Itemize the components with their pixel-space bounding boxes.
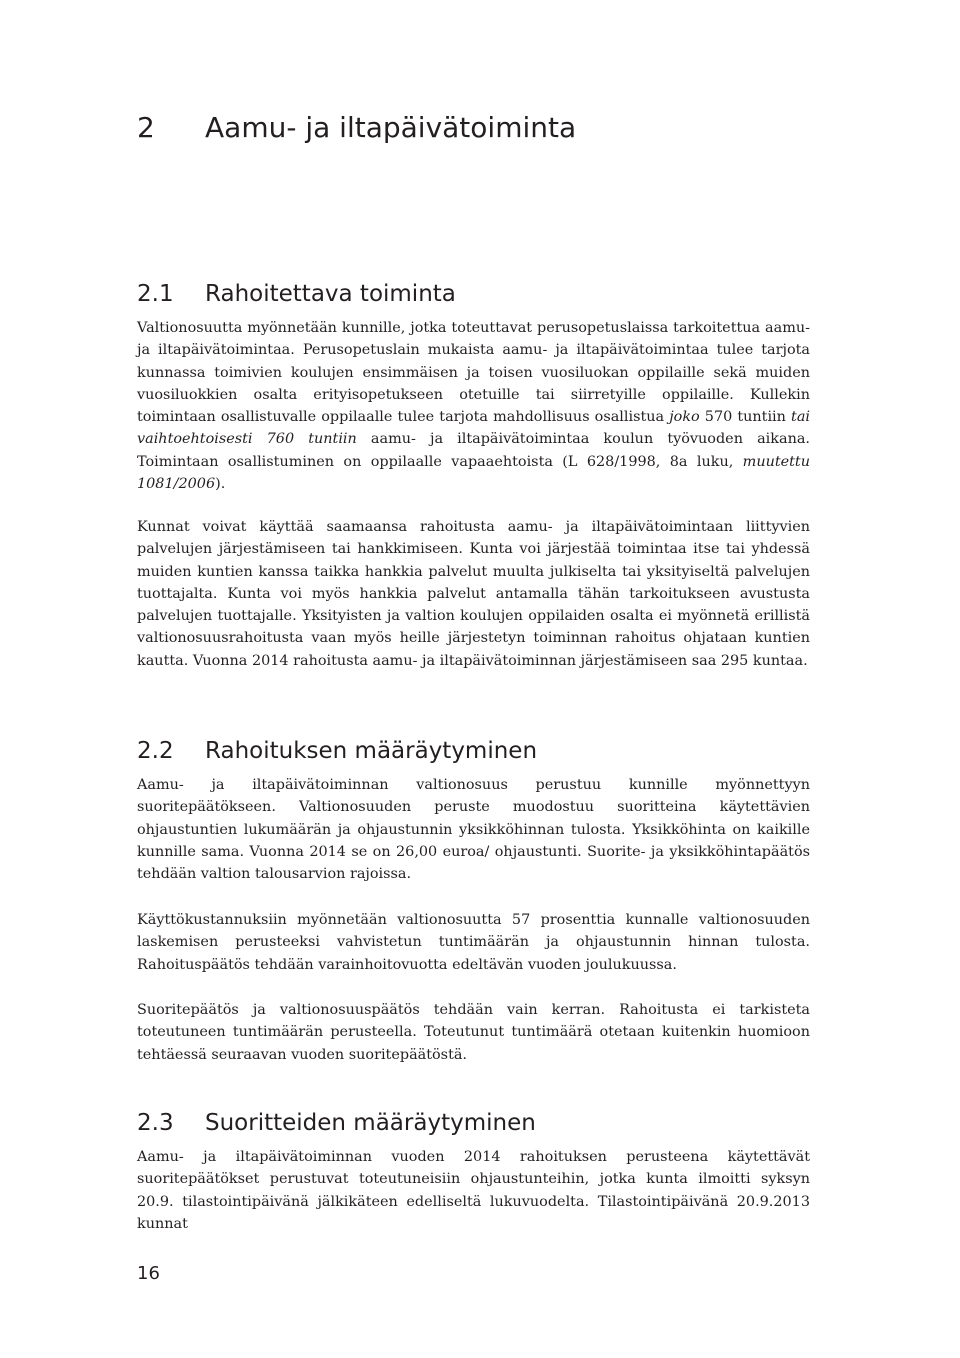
section-heading-2-2 bbox=[137, 736, 537, 766]
section-number: 2.3 bbox=[137, 1110, 174, 1136]
chapter-title: Aamu- ja iltapäivätoiminta bbox=[205, 111, 577, 144]
section-title: Rahoituksen määräytyminen bbox=[205, 738, 538, 764]
paragraph: Aamu- ja iltapäivätoiminnan valtionosuus perustuu kunnille myönnettyyn suoritepäätökseen. Valtionosuuden peruste muodostuu suoritteina käytettävien ohjaustuntien lukumäärän ja ohjaustunnin yksikköhinnan tulosta. Yksikköhinta on kaikille kunnille sama. Vuonna 2014 se on 26,00 euroa/ ohjaustunti. Suorite- ja yksikköhintapäätös tehdään valtion talousarvion rajoissa. bbox=[137, 777, 810, 883]
section-number: 2.2 bbox=[137, 738, 174, 764]
paragraph: Valtionosuutta myönnetään kunnille, jotka toteuttavat perusopetuslaissa tarkoitettua aamu- ja iltapäivätoimintaa. Perusopetuslain mukaista aamu- ja iltapäivätoimintaa tulee tarjota kunnassa toimivien koulujen ensimmäisen ja toisen vuosiluokan oppilaille sekä muiden vuosiluokkien osalta erityisopetukseen otetuille tai siirretyille oppilaille. Kullekin toimintaan osallistuvalle oppilaalle tulee tarjota mahdollisuus osallistua joko 570 tuntiin tai vaihtoehtoisesti 760 tuntiin aamu- ja iltapäivätoimintaa koulun työvuoden aikana. Toimintaan osallistuminen on oppilaalle vapaaehtoista (L 628/1998, 8a luku, muutettu 1081/2006). bbox=[137, 320, 810, 493]
section-number: 2.1 bbox=[137, 281, 174, 307]
section-heading-2-1 bbox=[137, 279, 456, 309]
paragraph: Käyttökustannuksiin myönnetään valtionosuutta 57 prosenttia kunnalle valtionosuuden laskemisen perusteeksi vahvistetun tuntimäärän ja ohjaustunnin hinnan tulosta. Rahoituspäätös tehdään varainhoitovuotta edeltävän vuoden joulukuussa. bbox=[137, 912, 810, 973]
section-title: Rahoitettava toiminta bbox=[205, 281, 456, 307]
paragraph: Aamu- ja iltapäivätoiminnan vuoden 2014 rahoituksen perusteena käytettävät suoritepäätökset perustuvat toteutuneisiin ohjaustunteihin, jotka kunta ilmoitti syksyn 20.9. tilastointipäivänä jälkikäteen edelliseltä lukuvuodelta. Tilastointipäivänä 20.9.2013 kunnat bbox=[137, 1149, 810, 1232]
chapter-heading bbox=[137, 110, 576, 146]
paragraph: Kunnat voivat käyttää saamaansa rahoitusta aamu- ja iltapäivätoimintaan liittyvien palvelujen järjestämiseen tai hankkimiseen. Kunta voi järjestää toimintaa itse tai yhdessä muiden kuntien kanssa taikka hankkia palvelut muulta julkiselta tai yksityiseltä palvelujen tuottajalta. Kunta voi myös hankkia palvelut antamalla tähän tarkoitukseen avustusta palvelujen tuottajalle. Yksityisten ja valtion koulujen oppilaiden osalta ei myönnetä erillistä valtionosuusrahoitusta vaan myös heille järjestetyn toiminnan rahoitus ohjataan kuntien kautta. Vuonna 2014 rahoitusta aamu- ja iltapäivätoiminnan järjestämiseen saa 295 kuntaa. bbox=[137, 519, 810, 669]
section-heading-2-3 bbox=[137, 1108, 536, 1138]
section-title: Suoritteiden määräytyminen bbox=[205, 1110, 536, 1136]
page-number: 16 bbox=[137, 1263, 160, 1284]
chapter-number: 2 bbox=[137, 111, 155, 144]
paragraph: Suoritepäätös ja valtionosuuspäätös tehdään vain kerran. Rahoitusta ei tarkisteta toteutuneen tuntimäärän perusteella. Toteutunut tuntimäärä otetaan kuitenkin huomioon tehtäessä seuraavan vuoden suoritepäätöstä. bbox=[137, 1002, 810, 1063]
